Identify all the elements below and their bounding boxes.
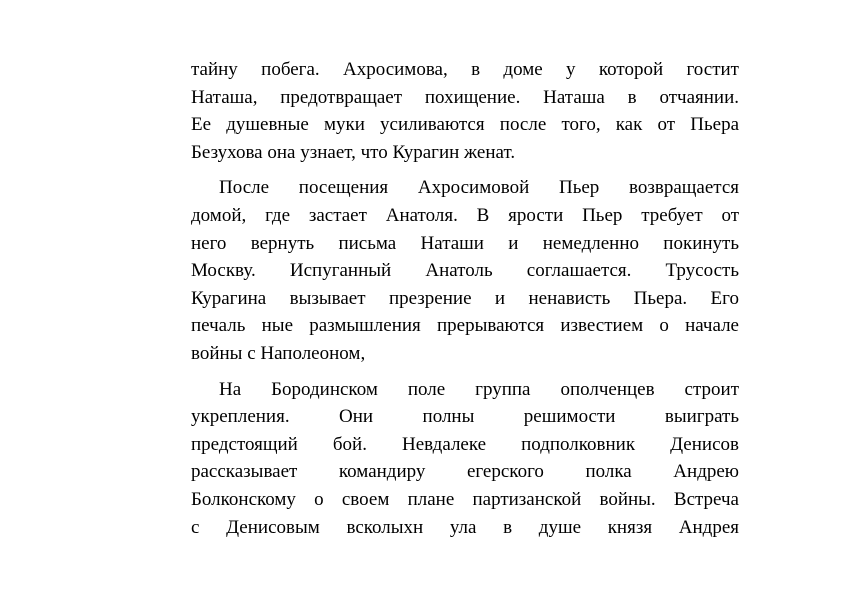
document-text: [191, 56, 739, 541]
text-line: На Бородинском поле группа ополченцев строит: [219, 378, 739, 400]
paragraph-2: [191, 174, 739, 367]
text-line: печаль ные размышления прерываются известием о начале: [191, 315, 739, 337]
paragraph-1: [191, 56, 739, 166]
text-line: войны с Наполеоном,: [191, 342, 366, 364]
paragraph-3: [191, 376, 739, 542]
paragraph-spacer: [191, 368, 739, 376]
text-line: домой, где застает Анатоля. В ярости Пьер требует от: [191, 204, 739, 226]
text-line: укрепления. Они полны решимости выиграть: [191, 406, 739, 428]
text-line: Болконскому о своем плане партизанской войны. Встреча: [191, 488, 739, 510]
text-line: предстоящий бой. Невдалеке подполковник Денисов: [191, 433, 739, 455]
text-line: с Денисовым всколыхн ула в душе князя Андрея: [191, 516, 739, 538]
text-line: Ее душевные муки усиливаются после того, как от Пьера: [191, 114, 739, 136]
text-line: Безухова она узнает, что Курагин женат.: [191, 141, 516, 163]
text-line: После посещения Ахросимовой Пьер возвращается: [219, 177, 739, 199]
text-line: Курагина вызывает презрение и ненависть Пьера. Его: [191, 287, 739, 309]
text-line: Наташа, предотвращает похищение. Наташа в отчаянии.: [191, 86, 739, 108]
paragraph-spacer: [191, 166, 739, 174]
text-line: тайну побега. Ахросимова, в доме у которой гостит: [191, 59, 739, 80]
text-line: рассказывает командиру егерского полка Андрею: [191, 461, 739, 483]
text-line: него вернуть письма Наташи и немедленно покинуть: [191, 232, 739, 254]
text-line: Москву. Испуганный Анатоль соглашается. Трусость: [191, 260, 739, 282]
